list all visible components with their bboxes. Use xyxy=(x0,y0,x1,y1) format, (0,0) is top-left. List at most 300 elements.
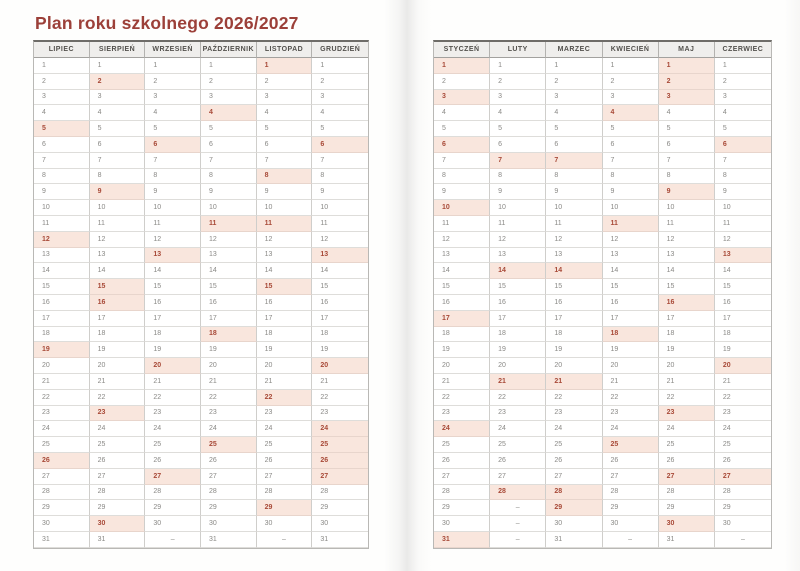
day-cell: 29 xyxy=(603,500,659,516)
day-cell: 22 xyxy=(490,390,546,406)
day-cell-highlighted: 20 xyxy=(715,358,771,374)
day-cell: 5 xyxy=(490,121,546,137)
day-cell: 20 xyxy=(34,358,90,374)
day-cell: 28 xyxy=(715,485,771,501)
day-cell: 2 xyxy=(546,74,602,90)
day-cell: 12 xyxy=(490,232,546,248)
day-cell-highlighted: 30 xyxy=(90,516,146,532)
day-cell: 9 xyxy=(257,184,313,200)
day-cell: 26 xyxy=(434,453,490,469)
day-cell: 13 xyxy=(90,248,146,264)
day-cell: 19 xyxy=(546,342,602,358)
day-cell: 20 xyxy=(201,358,257,374)
day-cell: 29 xyxy=(34,500,90,516)
day-cell: 6 xyxy=(603,137,659,153)
day-cell: 23 xyxy=(434,406,490,422)
day-cell: 15 xyxy=(659,279,715,295)
day-cell: 24 xyxy=(659,421,715,437)
day-cell: 28 xyxy=(434,485,490,501)
month-header: PAŹDZIERNIK xyxy=(201,42,257,58)
day-cell: 21 xyxy=(201,374,257,390)
day-cell-highlighted: 20 xyxy=(145,358,201,374)
day-cell: 4 xyxy=(145,105,201,121)
day-cell: 1 xyxy=(312,58,368,74)
day-cell-highlighted: 4 xyxy=(201,105,257,121)
day-cell: 27 xyxy=(546,469,602,485)
day-cell: 22 xyxy=(90,390,146,406)
day-cell: 3 xyxy=(90,90,146,106)
day-cell: 17 xyxy=(603,311,659,327)
day-cell-highlighted: 17 xyxy=(434,311,490,327)
day-cell: 7 xyxy=(659,153,715,169)
day-cell: 30 xyxy=(34,516,90,532)
day-cell: 16 xyxy=(34,295,90,311)
day-cell: 9 xyxy=(715,184,771,200)
day-cell: 5 xyxy=(201,121,257,137)
day-cell: 31 xyxy=(90,532,146,548)
day-cell: 21 xyxy=(715,374,771,390)
day-cell: 10 xyxy=(490,200,546,216)
day-cell: 7 xyxy=(603,153,659,169)
page-edge-shadow xyxy=(784,0,800,571)
day-cell: 2 xyxy=(715,74,771,90)
day-cell-highlighted: 21 xyxy=(546,374,602,390)
day-cell: 14 xyxy=(145,263,201,279)
day-cell: 30 xyxy=(434,516,490,532)
day-cell: 19 xyxy=(257,342,313,358)
day-cell: 6 xyxy=(546,137,602,153)
day-cell: 19 xyxy=(603,342,659,358)
day-cell: 25 xyxy=(715,437,771,453)
day-cell: 5 xyxy=(90,121,146,137)
day-cell: 8 xyxy=(546,169,602,185)
day-cell: 4 xyxy=(90,105,146,121)
day-cell-highlighted: 3 xyxy=(659,90,715,106)
day-cell: 16 xyxy=(145,295,201,311)
day-cell: 2 xyxy=(145,74,201,90)
day-cell: 11 xyxy=(90,216,146,232)
page-gutter-shadow xyxy=(384,0,432,571)
day-cell: 20 xyxy=(546,358,602,374)
day-cell: 14 xyxy=(603,263,659,279)
day-cell-highlighted: 30 xyxy=(659,516,715,532)
day-cell: 30 xyxy=(312,516,368,532)
day-cell: 16 xyxy=(546,295,602,311)
day-cell-highlighted: 31 xyxy=(434,532,490,548)
day-cell-highlighted: 26 xyxy=(312,453,368,469)
day-cell-highlighted: 10 xyxy=(434,200,490,216)
day-cell: 13 xyxy=(257,248,313,264)
day-cell: 22 xyxy=(603,390,659,406)
day-cell: 1 xyxy=(90,58,146,74)
day-cell-highlighted: 16 xyxy=(659,295,715,311)
day-cell: 21 xyxy=(603,374,659,390)
day-cell-highlighted: 9 xyxy=(90,184,146,200)
day-cell: 17 xyxy=(312,311,368,327)
day-cell: 9 xyxy=(434,184,490,200)
day-cell: 16 xyxy=(603,295,659,311)
day-cell: 20 xyxy=(257,358,313,374)
day-cell-highlighted: 11 xyxy=(257,216,313,232)
day-cell-highlighted: 1 xyxy=(434,58,490,74)
day-cell: 31 xyxy=(312,532,368,548)
day-cell: 3 xyxy=(546,90,602,106)
day-cell: 4 xyxy=(715,105,771,121)
day-cell: 8 xyxy=(434,169,490,185)
day-cell: 3 xyxy=(257,90,313,106)
day-cell: 8 xyxy=(659,169,715,185)
day-cell: 12 xyxy=(145,232,201,248)
day-cell: 18 xyxy=(34,327,90,343)
day-cell-highlighted: 13 xyxy=(715,248,771,264)
day-cell: 25 xyxy=(659,437,715,453)
day-cell-highlighted: 1 xyxy=(257,58,313,74)
empty-day-cell: – xyxy=(490,532,546,548)
day-cell: 12 xyxy=(546,232,602,248)
day-cell: 8 xyxy=(603,169,659,185)
day-cell: 13 xyxy=(34,248,90,264)
day-cell: 11 xyxy=(312,216,368,232)
day-cell: 23 xyxy=(546,406,602,422)
day-cell: 3 xyxy=(715,90,771,106)
day-cell: 29 xyxy=(145,500,201,516)
day-cell: 28 xyxy=(257,485,313,501)
day-cell: 23 xyxy=(34,406,90,422)
day-cell: 21 xyxy=(34,374,90,390)
day-cell: 18 xyxy=(90,327,146,343)
day-cell: 31 xyxy=(201,532,257,548)
day-cell: 30 xyxy=(257,516,313,532)
day-cell: 26 xyxy=(603,453,659,469)
day-cell: 7 xyxy=(312,153,368,169)
day-cell: 22 xyxy=(434,390,490,406)
day-cell: 15 xyxy=(434,279,490,295)
day-cell-highlighted: 27 xyxy=(312,469,368,485)
day-cell: 4 xyxy=(659,105,715,121)
day-cell: 2 xyxy=(490,74,546,90)
day-cell: 21 xyxy=(434,374,490,390)
day-cell-highlighted: 18 xyxy=(603,327,659,343)
day-cell: 25 xyxy=(145,437,201,453)
day-cell: 25 xyxy=(490,437,546,453)
day-cell: 9 xyxy=(490,184,546,200)
day-cell: 8 xyxy=(312,169,368,185)
day-cell: 22 xyxy=(145,390,201,406)
day-cell: 24 xyxy=(603,421,659,437)
day-cell: 2 xyxy=(34,74,90,90)
day-cell-highlighted: 24 xyxy=(434,421,490,437)
day-cell-highlighted: 13 xyxy=(145,248,201,264)
day-cell: 1 xyxy=(201,58,257,74)
day-cell: 4 xyxy=(546,105,602,121)
day-cell: 12 xyxy=(201,232,257,248)
day-cell: 2 xyxy=(312,74,368,90)
day-cell-highlighted: 15 xyxy=(90,279,146,295)
day-cell: 20 xyxy=(490,358,546,374)
day-cell: 13 xyxy=(201,248,257,264)
day-cell: 29 xyxy=(312,500,368,516)
day-cell: 27 xyxy=(603,469,659,485)
day-cell: 31 xyxy=(34,532,90,548)
day-cell: 10 xyxy=(312,200,368,216)
day-cell-highlighted: 8 xyxy=(257,169,313,185)
day-cell: 30 xyxy=(715,516,771,532)
day-cell: 22 xyxy=(34,390,90,406)
day-cell-highlighted: 11 xyxy=(603,216,659,232)
day-cell: 28 xyxy=(659,485,715,501)
month-header: KWIECIEŃ xyxy=(603,42,659,58)
day-cell: 16 xyxy=(312,295,368,311)
day-cell: 6 xyxy=(34,137,90,153)
day-cell: 3 xyxy=(34,90,90,106)
empty-day-cell: – xyxy=(715,532,771,548)
day-cell: 28 xyxy=(145,485,201,501)
day-cell-highlighted: 19 xyxy=(34,342,90,358)
day-cell: 18 xyxy=(434,327,490,343)
day-cell: 4 xyxy=(490,105,546,121)
empty-day-cell: – xyxy=(490,500,546,516)
day-cell: 17 xyxy=(201,311,257,327)
day-cell: 22 xyxy=(312,390,368,406)
day-cell: 12 xyxy=(257,232,313,248)
day-cell-highlighted: 16 xyxy=(90,295,146,311)
day-cell-highlighted: 27 xyxy=(659,469,715,485)
day-cell: 29 xyxy=(715,500,771,516)
day-cell-highlighted: 6 xyxy=(145,137,201,153)
day-cell-highlighted: 7 xyxy=(546,153,602,169)
day-cell: 6 xyxy=(257,137,313,153)
day-cell: 31 xyxy=(546,532,602,548)
day-cell: 14 xyxy=(201,263,257,279)
day-cell: 10 xyxy=(546,200,602,216)
day-cell-highlighted: 15 xyxy=(257,279,313,295)
day-cell: 12 xyxy=(90,232,146,248)
day-cell: 13 xyxy=(603,248,659,264)
day-cell: 17 xyxy=(546,311,602,327)
day-cell: 7 xyxy=(90,153,146,169)
day-cell-highlighted: 21 xyxy=(490,374,546,390)
day-cell: 15 xyxy=(546,279,602,295)
month-header: LUTY xyxy=(490,42,546,58)
day-cell: 16 xyxy=(201,295,257,311)
day-cell: 8 xyxy=(201,169,257,185)
day-cell: 24 xyxy=(201,421,257,437)
day-cell-highlighted: 28 xyxy=(490,485,546,501)
day-cell: 18 xyxy=(659,327,715,343)
day-cell: 22 xyxy=(715,390,771,406)
day-cell: 5 xyxy=(603,121,659,137)
month-header: MARZEC xyxy=(546,42,602,58)
day-cell: 13 xyxy=(659,248,715,264)
day-cell-highlighted: 2 xyxy=(659,74,715,90)
day-cell: 4 xyxy=(34,105,90,121)
day-cell-highlighted: 11 xyxy=(201,216,257,232)
day-cell: 14 xyxy=(434,263,490,279)
day-cell: 14 xyxy=(312,263,368,279)
day-cell: 24 xyxy=(715,421,771,437)
day-cell: 17 xyxy=(490,311,546,327)
day-cell: 31 xyxy=(659,532,715,548)
day-cell-highlighted: 12 xyxy=(34,232,90,248)
day-cell-highlighted: 25 xyxy=(201,437,257,453)
day-cell: 10 xyxy=(659,200,715,216)
day-cell: 20 xyxy=(659,358,715,374)
day-cell: 27 xyxy=(257,469,313,485)
day-cell: 18 xyxy=(546,327,602,343)
day-cell: 23 xyxy=(312,406,368,422)
day-cell: 8 xyxy=(715,169,771,185)
day-cell: 12 xyxy=(434,232,490,248)
day-cell: 10 xyxy=(90,200,146,216)
day-cell: 26 xyxy=(145,453,201,469)
day-cell: 17 xyxy=(257,311,313,327)
day-cell: 16 xyxy=(490,295,546,311)
day-cell: 23 xyxy=(201,406,257,422)
day-cell: 15 xyxy=(201,279,257,295)
day-cell: 10 xyxy=(145,200,201,216)
day-cell: 17 xyxy=(90,311,146,327)
day-cell: 27 xyxy=(490,469,546,485)
day-cell: 28 xyxy=(90,485,146,501)
day-cell: 14 xyxy=(659,263,715,279)
day-cell-highlighted: 6 xyxy=(312,137,368,153)
month-header: WRZESIEŃ xyxy=(145,42,201,58)
day-cell: 28 xyxy=(603,485,659,501)
day-cell: 22 xyxy=(659,390,715,406)
day-cell: 11 xyxy=(715,216,771,232)
day-cell-highlighted: 14 xyxy=(490,263,546,279)
day-cell-highlighted: 23 xyxy=(659,406,715,422)
day-cell: 9 xyxy=(546,184,602,200)
day-cell: 21 xyxy=(257,374,313,390)
day-cell: 11 xyxy=(546,216,602,232)
day-cell: 22 xyxy=(546,390,602,406)
month-header: GRUDZIEŃ xyxy=(312,42,368,58)
day-cell: 14 xyxy=(257,263,313,279)
day-cell: 11 xyxy=(145,216,201,232)
day-cell: 25 xyxy=(546,437,602,453)
day-cell: 2 xyxy=(603,74,659,90)
day-cell: 5 xyxy=(715,121,771,137)
day-cell: 8 xyxy=(34,169,90,185)
day-cell: 19 xyxy=(145,342,201,358)
day-cell: 26 xyxy=(546,453,602,469)
day-cell: 28 xyxy=(34,485,90,501)
month-header: LIPIEC xyxy=(34,42,90,58)
day-cell: 20 xyxy=(434,358,490,374)
day-cell: 27 xyxy=(34,469,90,485)
day-cell: 9 xyxy=(201,184,257,200)
day-cell: 6 xyxy=(659,137,715,153)
day-cell: 13 xyxy=(546,248,602,264)
day-cell: 7 xyxy=(257,153,313,169)
day-cell: 26 xyxy=(715,453,771,469)
day-cell: 25 xyxy=(90,437,146,453)
day-cell: 24 xyxy=(90,421,146,437)
day-cell: 28 xyxy=(312,485,368,501)
day-cell: 21 xyxy=(659,374,715,390)
day-cell: 10 xyxy=(34,200,90,216)
day-cell: 7 xyxy=(715,153,771,169)
day-cell: 5 xyxy=(434,121,490,137)
day-cell: 16 xyxy=(257,295,313,311)
month-header: STYCZEŃ xyxy=(434,42,490,58)
day-cell: 1 xyxy=(145,58,201,74)
calendar-table-right-page xyxy=(433,40,772,549)
empty-day-cell: – xyxy=(603,532,659,548)
empty-day-cell: – xyxy=(490,516,546,532)
day-cell-highlighted: 23 xyxy=(90,406,146,422)
day-cell-highlighted: 24 xyxy=(312,421,368,437)
day-cell: 18 xyxy=(145,327,201,343)
day-cell: 17 xyxy=(145,311,201,327)
day-cell-highlighted: 5 xyxy=(34,121,90,137)
month-header: LISTOPAD xyxy=(257,42,313,58)
day-cell: 11 xyxy=(490,216,546,232)
day-cell: 27 xyxy=(434,469,490,485)
day-cell: 21 xyxy=(90,374,146,390)
day-cell: 20 xyxy=(603,358,659,374)
day-cell: 12 xyxy=(312,232,368,248)
day-cell: 24 xyxy=(257,421,313,437)
day-cell: 16 xyxy=(715,295,771,311)
day-cell-highlighted: 6 xyxy=(715,137,771,153)
day-cell: 30 xyxy=(603,516,659,532)
day-cell: 15 xyxy=(145,279,201,295)
day-cell: 19 xyxy=(659,342,715,358)
day-cell: 14 xyxy=(90,263,146,279)
day-cell: 17 xyxy=(34,311,90,327)
day-cell: 15 xyxy=(603,279,659,295)
day-cell: 9 xyxy=(145,184,201,200)
day-cell: 24 xyxy=(546,421,602,437)
day-cell: 7 xyxy=(145,153,201,169)
day-cell-highlighted: 22 xyxy=(257,390,313,406)
day-cell: 17 xyxy=(659,311,715,327)
day-cell: 29 xyxy=(201,500,257,516)
day-cell: 7 xyxy=(34,153,90,169)
day-cell-highlighted: 28 xyxy=(546,485,602,501)
day-cell: 20 xyxy=(90,358,146,374)
day-cell: 12 xyxy=(715,232,771,248)
day-cell-highlighted: 1 xyxy=(659,58,715,74)
day-cell: 5 xyxy=(257,121,313,137)
day-cell: 2 xyxy=(201,74,257,90)
day-cell: 5 xyxy=(546,121,602,137)
day-cell: 3 xyxy=(145,90,201,106)
day-cell: 19 xyxy=(490,342,546,358)
day-cell: 24 xyxy=(34,421,90,437)
day-cell: 18 xyxy=(257,327,313,343)
day-cell: 6 xyxy=(90,137,146,153)
day-cell-highlighted: 9 xyxy=(659,184,715,200)
day-cell: 5 xyxy=(312,121,368,137)
day-cell: 9 xyxy=(312,184,368,200)
day-cell: 13 xyxy=(434,248,490,264)
day-cell: 2 xyxy=(434,74,490,90)
day-cell: 1 xyxy=(34,58,90,74)
day-cell: 18 xyxy=(490,327,546,343)
day-cell: 6 xyxy=(490,137,546,153)
day-cell: 26 xyxy=(201,453,257,469)
day-cell: 18 xyxy=(715,327,771,343)
day-cell: 12 xyxy=(603,232,659,248)
day-cell: 19 xyxy=(434,342,490,358)
day-cell: 30 xyxy=(546,516,602,532)
day-cell: 19 xyxy=(201,342,257,358)
day-cell-highlighted: 3 xyxy=(434,90,490,106)
day-cell: 23 xyxy=(715,406,771,422)
